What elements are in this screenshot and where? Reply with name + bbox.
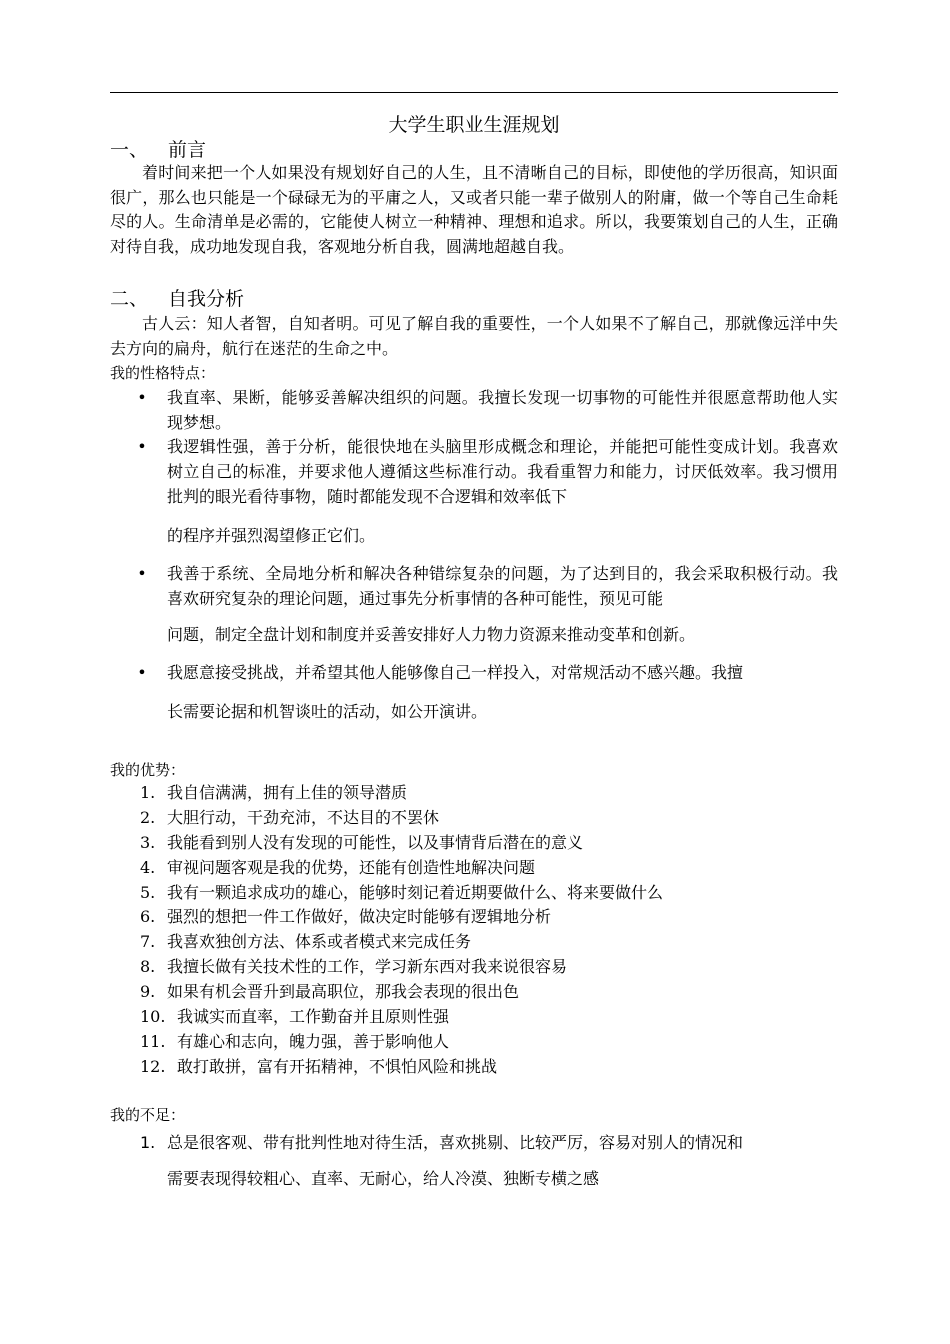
bullet-icon: •: [137, 437, 147, 456]
self-analysis-paragraph: 古人云：知人者智，自知者明。可见了解自我的重要性，一个人如果不了解自己，那就像远洋中失去方向的扁舟，航行在迷茫的生命之中。: [110, 314, 838, 358]
weakness-text: 总是很客观、带有批判性地对待生活，喜欢挑剔、比较严厉，容易对别人的情况和: [167, 1133, 744, 1152]
document-page: [110, 0, 838, 1344]
list-item: [110, 1055, 838, 1080]
bullet-icon: •: [137, 564, 147, 583]
trait-text-continuation: 的程序并强烈渴望修正它们。: [167, 526, 376, 545]
bullet-icon: •: [137, 663, 147, 682]
strength-text: 我诚实而直率，工作勤奋并且原则性强: [177, 1007, 450, 1027]
strengths-list: [110, 781, 838, 1080]
strength-text: 我能看到别人没有发现的可能性，以及事情背后潜在的意义: [167, 832, 584, 852]
strength-text: 强烈的想把一件工作做好，做决定时能够有逻辑地分析: [167, 907, 552, 927]
trait-text-continuation: 长需要论据和机智谈吐的活动，如公开演讲。: [167, 702, 488, 721]
list-number: 3.: [140, 832, 156, 852]
list-number: 7.: [140, 932, 156, 952]
list-item: [110, 1030, 838, 1055]
strength-text: 我擅长做有关技术性的工作，学习新东西对我来说很容易: [167, 957, 568, 977]
trait-text: 我善于系统、全局地分析和解决各种错综复杂的问题，为了达到目的，我会采取积极行动。我喜欢研究复杂的理论问题，通过事先分析事情的各种可能性，预见可能: [167, 564, 838, 608]
list-item: [110, 561, 838, 611]
list-number: 1.: [140, 1133, 156, 1152]
list-item-continuation: [110, 622, 838, 647]
list-number: 9.: [140, 982, 156, 1002]
strength-text: 我有一颗追求成功的雄心，能够时刻记着近期要做什么、将来要做什么: [167, 882, 664, 902]
strength-text: 大胆行动，干劲充沛，不达目的不罢休: [167, 807, 440, 827]
list-item-continuation: [110, 699, 838, 724]
list-item: [110, 881, 838, 906]
list-item: [110, 806, 838, 831]
list-item: [110, 1005, 838, 1030]
section-heading-self-analysis: [110, 287, 244, 311]
section-number: 一、: [110, 139, 149, 161]
list-item-continuation: [110, 523, 838, 548]
strengths-heading: 我的优势：: [110, 761, 186, 779]
list-item: [110, 1127, 838, 1159]
list-item-continuation: [110, 1163, 838, 1195]
traits-heading: 我的性格特点：: [110, 364, 216, 382]
list-number: 6.: [140, 907, 156, 927]
trait-text-continuation: 问题，制定全盘计划和制度并妥善安排好人力物力资源来推动变革和创新。: [167, 625, 696, 644]
list-number: 10.: [140, 1007, 166, 1027]
strength-text: 有雄心和志向，魄力强，善于影响他人: [177, 1031, 450, 1051]
trait-text: 我直率、果断，能够妥善解决组织的问题。我擅长发现一切事物的可能性并很愿意帮助他人实现梦想。: [167, 388, 838, 432]
weakness-text-continuation: 需要表现得较粗心、直率、无耐心，给人冷漠、独断专横之感: [167, 1169, 600, 1188]
section-title: 自我分析: [168, 288, 245, 310]
list-number: 1.: [140, 783, 156, 802]
section-number: 二、: [110, 288, 149, 310]
strength-text: 如果有机会晋升到最高职位，那我会表现的很出色: [167, 982, 520, 1002]
document-title: 大学生职业生涯规划: [388, 114, 560, 136]
list-number: 8.: [140, 957, 156, 977]
preface-paragraph: 着时间来把一个人如果没有规划好自己的人生，且不清晰自己的目标，即使他的学历很高，知识面很广，那么也只能是一个碌碌无为的平庸之人，又或者只能一辈子做别人的附庸，做一个等自己生命耗尽的人。生命清单是必需的，它能使人树立一种精神、理想和追求。所以，我要策划自己的人生，正确对待自我，成功地发现自我，客观地分析自我，圆满地超越自我。: [110, 163, 838, 256]
header-rule: [110, 92, 838, 93]
trait-text: 我愿意接受挑战，并希望其他人能够像自己一样投入，对常规活动不感兴趣。我擅: [167, 663, 744, 682]
trait-text: 我逻辑性强，善于分析，能很快地在头脑里形成概念和理论，并能把可能性变成计划。我喜欢树立自己的标准，并要求他人遵循这些标准行动。我看重智力和能力，讨厌低效率。我习惯用批判的眼光看待事物，随时都能发现不合逻辑和效率低下: [167, 437, 838, 506]
strength-text: 审视问题客观是我的优势，还能有创造性地解决问题: [167, 857, 536, 877]
strength-text: 敢打敢拼，富有开拓精神，不惧怕风险和挑战: [177, 1056, 498, 1076]
list-number: 2.: [140, 807, 156, 827]
section-title: 前言: [168, 139, 207, 161]
list-item: [110, 980, 838, 1005]
list-item: [110, 434, 838, 509]
list-number: 12.: [140, 1056, 166, 1076]
list-item: [110, 781, 838, 806]
list-number: 11.: [140, 1031, 166, 1051]
list-item: [110, 660, 838, 685]
bullet-icon: •: [137, 388, 147, 407]
strength-text: 我喜欢独创方法、体系或者模式来完成任务: [167, 932, 472, 952]
list-number: 4.: [140, 857, 156, 877]
weaknesses-heading: 我的不足：: [110, 1106, 186, 1124]
list-item: [110, 955, 838, 980]
section-heading-preface: [110, 138, 206, 162]
strength-text: 我自信满满，拥有上佳的领导潜质: [167, 783, 408, 802]
list-item: [110, 856, 838, 881]
list-item: [110, 930, 838, 955]
list-item: [110, 831, 838, 856]
list-number: 5.: [140, 882, 156, 902]
list-item: [110, 905, 838, 930]
list-item: [110, 385, 838, 435]
